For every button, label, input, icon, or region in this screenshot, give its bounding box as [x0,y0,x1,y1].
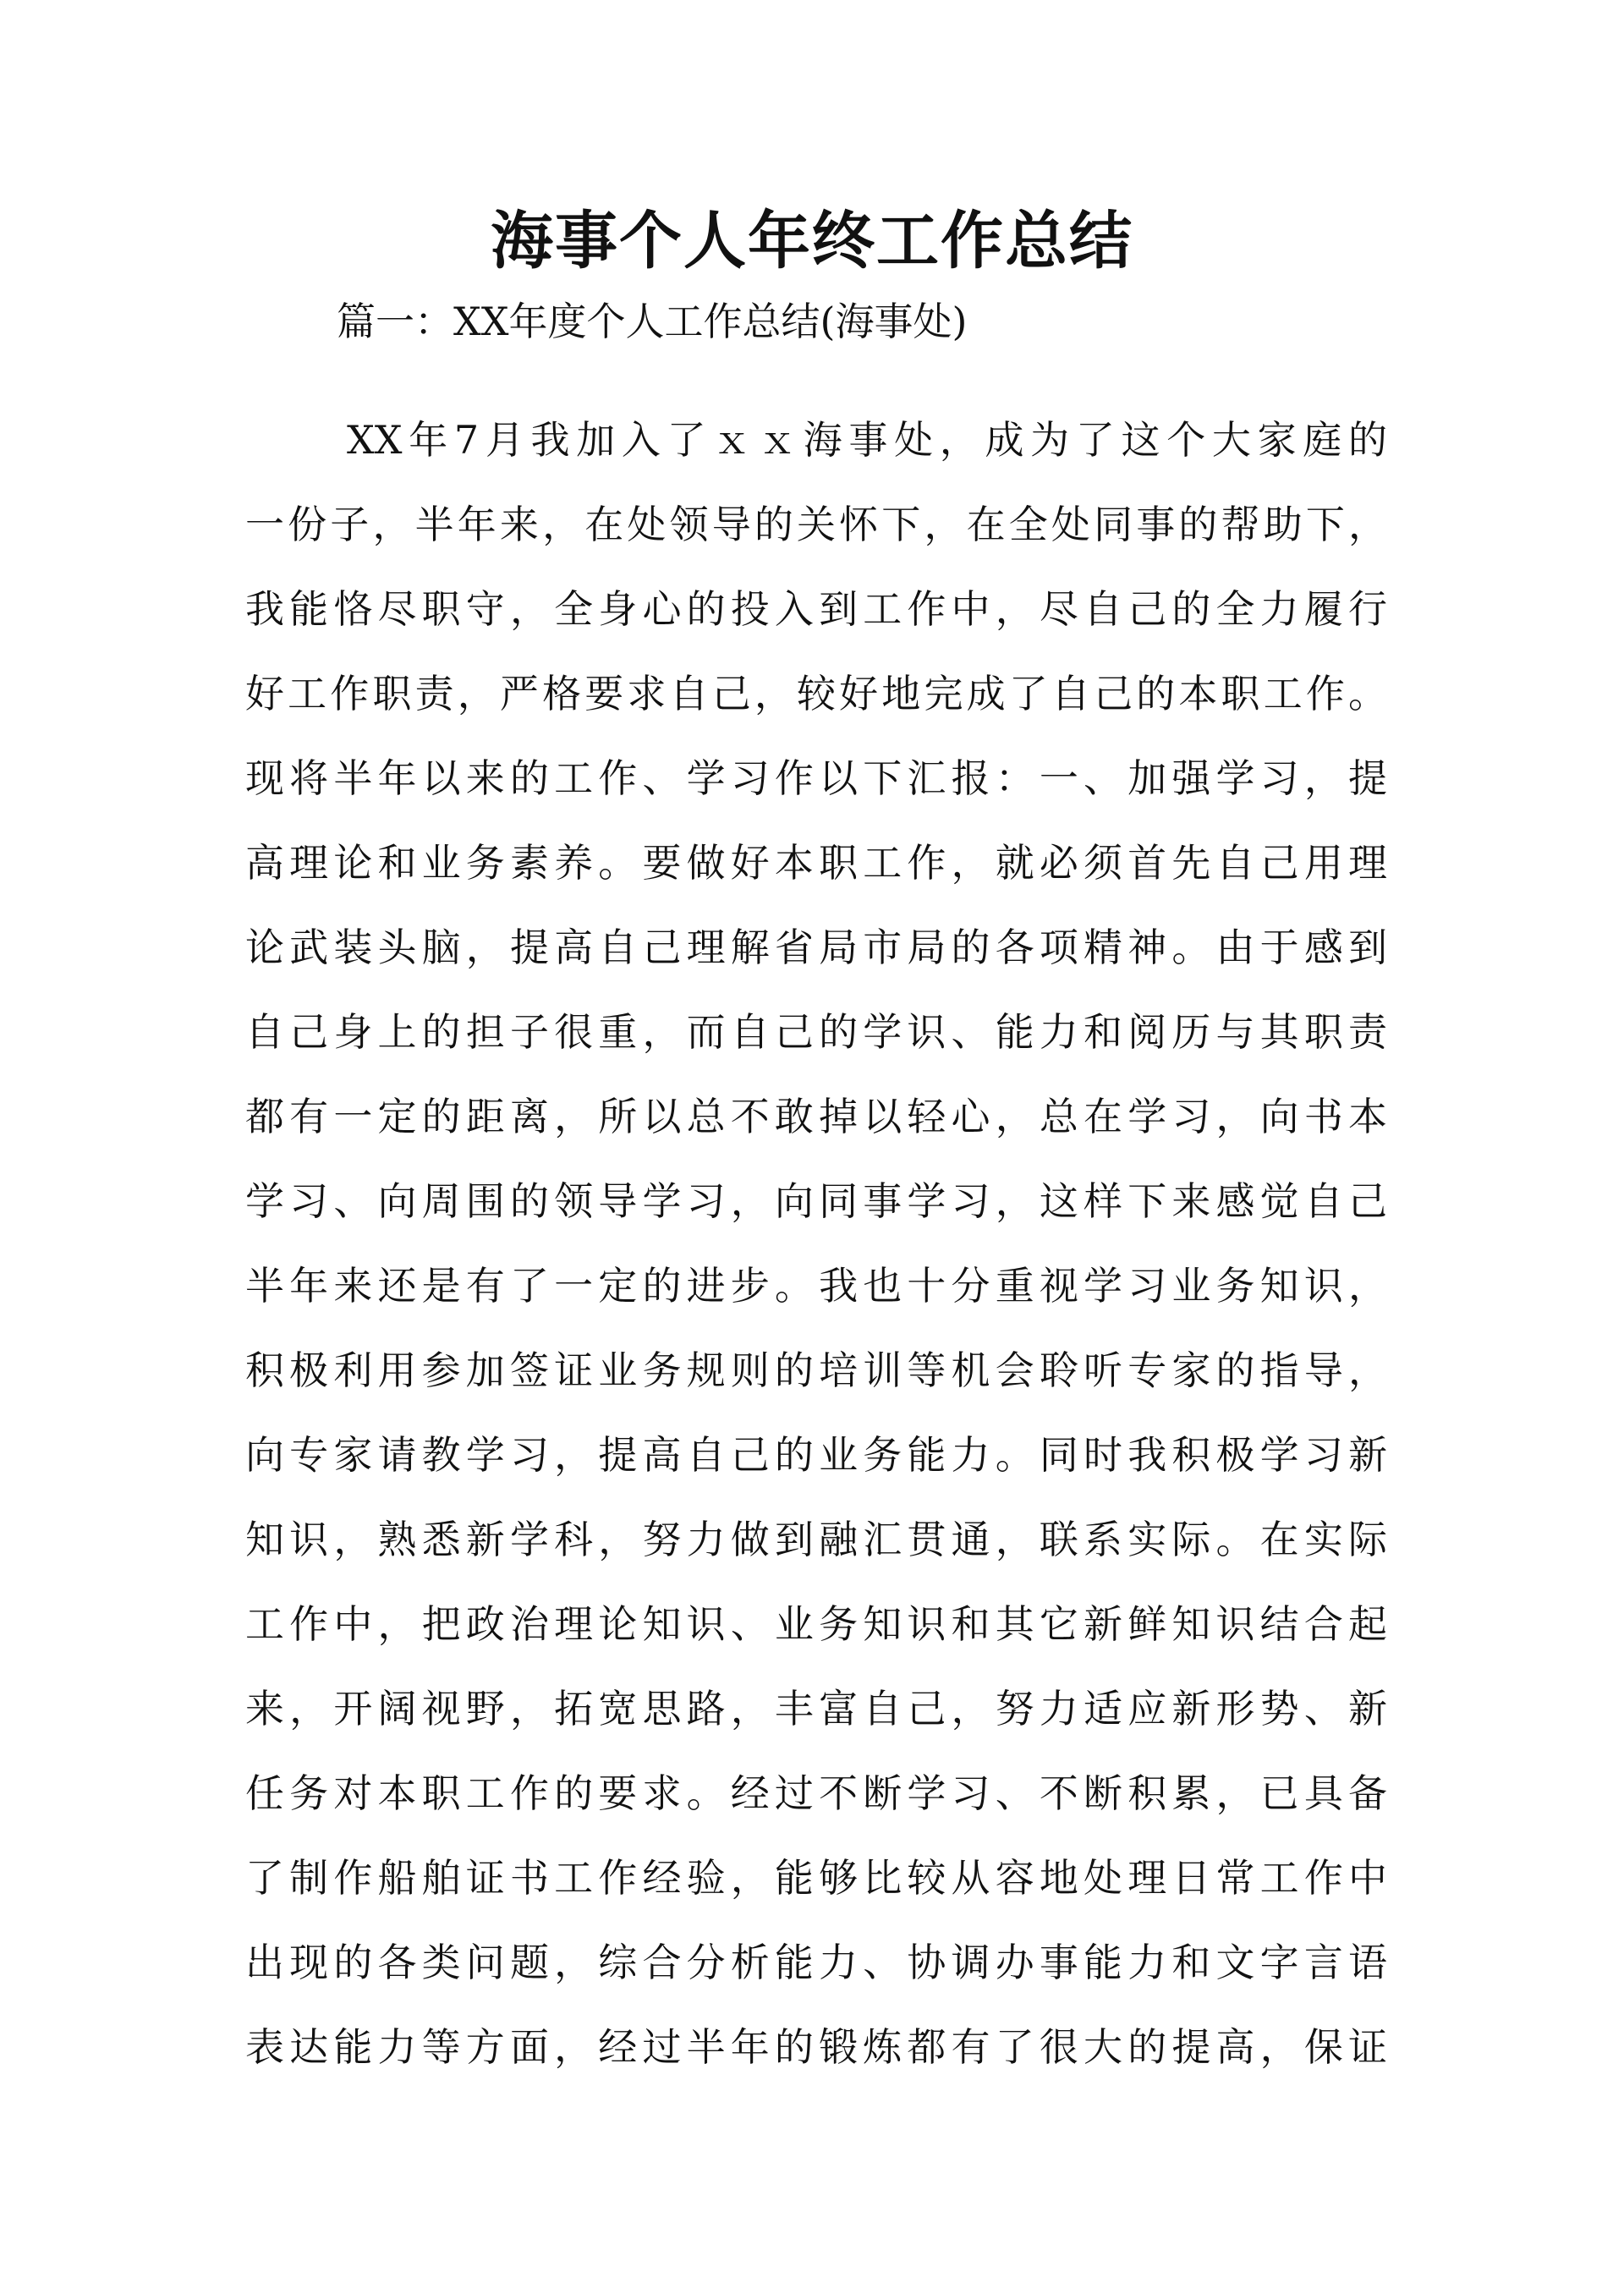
body-line: 工作中，把政治理论知识、业务知识和其它新鲜知识结合起 [245,1601,1387,1647]
body-line: 现将半年以来的工作、学习作以下汇报：一、加强学习，提 [245,755,1387,801]
document-title: 海事个人年终工作总结 [491,205,1133,277]
body-line: XX年7月我加入了ｘｘ海事处，成为了这个大家庭的 [347,417,1387,463]
body-line: 学习、向周围的领导学习，向同事学习，这样下来感觉自己 [245,1178,1387,1224]
body-line: 任务对本职工作的要求。经过不断学习、不断积累，已具备 [245,1770,1387,1816]
body-line: 来，开阔视野，拓宽思路，丰富自己，努力适应新形势、新 [245,1686,1387,1731]
document-subtitle: 篇一：XX年度个人工作总结(海事处) [337,299,968,344]
body-line: 向专家请教学习，提高自己的业务能力。同时我积极学习新 [245,1432,1387,1478]
body-line: 自己身上的担子很重，而自己的学识、能力和阅历与其职责 [245,1009,1387,1055]
body-line: 都有一定的距离，所以总不敢掉以轻心，总在学习，向书本 [245,1094,1387,1139]
body-line: 我能恪尽职守，全身心的投入到工作中，尽自己的全力履行 [245,586,1387,632]
body-line: 高理论和业务素养。要做好本职工作，就必须首先自己用理 [245,840,1387,886]
body-line: 了制作船舶证书工作经验，能够比较从容地处理日常工作中 [245,1855,1387,1901]
body-line: 一份子，半年来，在处领导的关怀下，在全处同事的帮助下， [245,502,1387,547]
body-line: 出现的各类问题，综合分析能力、协调办事能力和文字言语 [245,1940,1387,1985]
body-line: 论武装头脑，提高自己理解省局市局的各项精神。由于感到 [245,925,1387,970]
body-line: 表达能力等方面，经过半年的锻炼都有了很大的提高，保证 [245,2024,1387,2070]
body-line: 积极利用参加签证业务规则的培训等机会聆听专家的指导， [245,1347,1387,1393]
body-line: 半年来还是有了一定的进步。我也十分重视学习业务知识， [245,1263,1387,1309]
body-line: 好工作职责，严格要求自己，较好地完成了自己的本职工作。 [245,671,1387,716]
document-body [245,398,1387,2089]
body-line: 知识，熟悉新学科，努力做到融汇贯通，联系实际。在实际 [245,1517,1387,1562]
